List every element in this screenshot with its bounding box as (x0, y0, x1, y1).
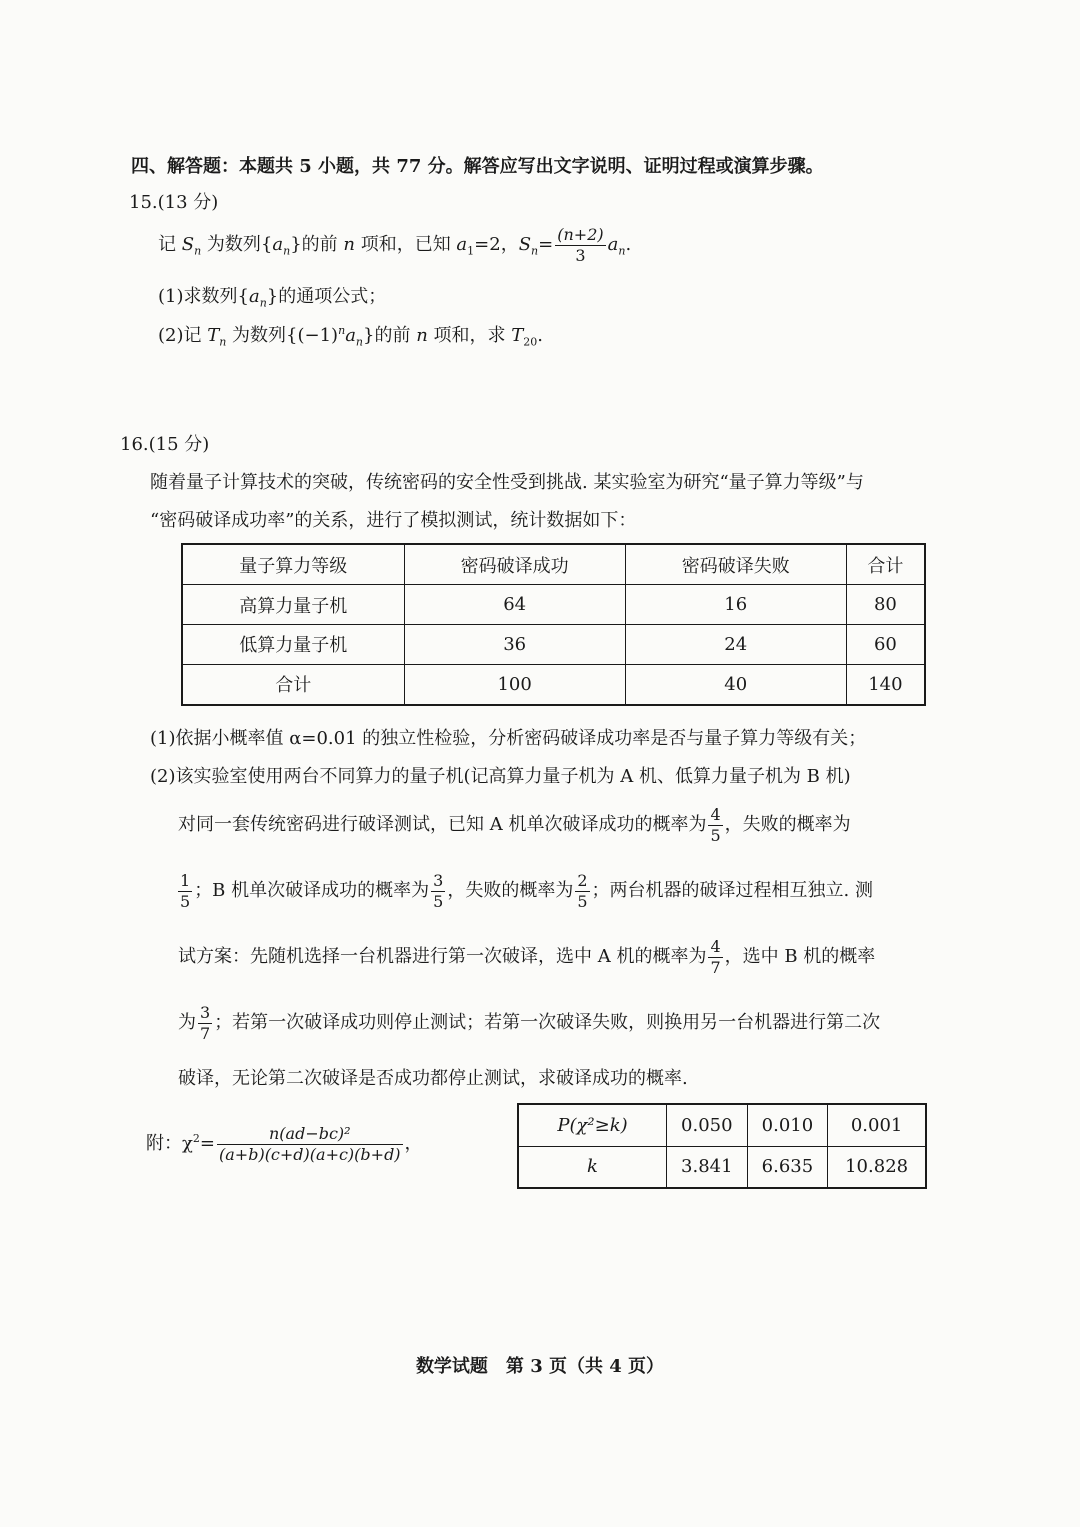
table-row (518, 1146, 926, 1188)
q15-var: a (456, 234, 468, 255)
frac-a-success (708, 805, 722, 846)
q16-intro-line2: “密码破译成功率”的关系，进行了模拟测试，统计数据如下： (150, 510, 637, 531)
q16-text: ，选中 B 机的概率 (724, 946, 876, 967)
q15-sup: n (338, 324, 346, 337)
q15-points: (13 分) (157, 192, 219, 213)
table-header-cell: 合计 (846, 544, 925, 585)
frac-den: 7 (200, 1023, 211, 1043)
table-cell: 3.841 (667, 1146, 748, 1188)
table-row (182, 664, 925, 705)
chi-num: n(ad−bc)² (217, 1124, 403, 1145)
q15-part1-text: (1)求数列{ (158, 286, 249, 307)
q15-part2-text: . (537, 325, 543, 346)
frac-num: 4 (710, 804, 721, 824)
q16-text: ；B 机单次破译成功的概率为 (194, 880, 430, 901)
section-header: 四、解答题：本题共 5 小题，共 77 分。解答应写出文字说明、证明过程或演算步骤。 (131, 156, 824, 177)
table-cell: 0.010 (747, 1104, 828, 1146)
q15-sub: n (259, 296, 267, 310)
q15-var: a (272, 234, 284, 255)
q15-sub: n (283, 244, 291, 258)
table-cell: 40 (625, 664, 846, 705)
table-cell: 16 (625, 585, 846, 625)
q16-text: ；两台机器的破译过程相互独立. 测 (591, 880, 873, 901)
chi-den: (a+b)(c+d)(a+c)(b+d) (219, 1144, 401, 1164)
q16-part2-line1: (2)该实验室使用两台不同算力的量子机(记高算力量子机为 A 机、低算力量子机为 B 机) (150, 766, 851, 787)
q15-var: a (345, 325, 356, 346)
q15-sub: 20 (523, 335, 538, 349)
table-cell: 低算力量子机 (182, 624, 404, 664)
table-label-cell: P(χ²≥k) (518, 1104, 667, 1146)
appendix-comma: ， (404, 1133, 423, 1154)
frac-num: 3 (200, 1002, 211, 1022)
frac-den: 5 (577, 891, 588, 911)
q15-stem (158, 220, 631, 270)
q16-text: ；若第一次破译成功则停止测试；若第一次破译失败，则换用另一台机器进行第二次 (214, 1012, 881, 1033)
table-row (182, 585, 925, 625)
appendix-sup: 2 (192, 1132, 200, 1145)
frac-den: 5 (710, 825, 721, 845)
q15-part1-text: }的通项公式； (266, 286, 387, 307)
q15-var: T (207, 325, 220, 346)
q16-part2-line5 (178, 998, 880, 1048)
q15-sub: 1 (467, 244, 475, 258)
q15-heading (129, 188, 218, 214)
q15-part2-text: (2)记 (158, 325, 208, 346)
table-row (518, 1104, 926, 1146)
q15-part2 (158, 321, 543, 347)
table-cell: 合计 (182, 664, 404, 705)
table-cell: 36 (404, 624, 625, 664)
q15-part2-text: 为数列{(−1) (226, 325, 339, 346)
frac-den: 7 (710, 957, 721, 977)
critical-value-table (517, 1103, 927, 1189)
frac-pick-b (198, 1003, 212, 1044)
q15-var: a (607, 234, 619, 255)
q15-text: 为数列{ (201, 234, 273, 255)
table-cell: 0.001 (828, 1104, 926, 1146)
frac-num: 4 (710, 936, 721, 956)
q15-text: . (625, 234, 632, 255)
table-cell: 0.050 (667, 1104, 748, 1146)
frac-num: 1 (180, 870, 191, 890)
q15-part2-text: 项和，求 (427, 325, 512, 346)
q16-text: 试方案：先随机选择一台机器进行第一次破译，选中 A 机的概率为 (178, 946, 707, 967)
q16-part1: (1)依据小概率值 α=0.01 的独立性检验，分析密码破译成功率是否与量子算力等级有关； (150, 728, 867, 749)
q15-var: S (181, 234, 195, 255)
q15-text: 项和，已知 (354, 234, 457, 255)
q16-heading (120, 430, 209, 456)
q15-number: 15. (129, 192, 158, 213)
table-cell: 高算力量子机 (182, 585, 404, 625)
frac-b-success (431, 871, 445, 912)
frac-a-fail (178, 871, 192, 912)
chi-square-fraction (217, 1124, 403, 1165)
table-cell: 60 (846, 624, 925, 664)
q16-number: 16. (120, 434, 149, 455)
q16-part2-line3 (176, 866, 873, 916)
q15-text: =2， (474, 234, 519, 255)
q15-part2-text: }的前 (363, 325, 417, 346)
frac-b-fail (575, 871, 589, 912)
q15-fraction (555, 225, 605, 266)
appendix-formula (146, 1119, 423, 1169)
table-header-cell: 量子算力等级 (182, 544, 404, 585)
frac-den: 5 (180, 891, 191, 911)
table-header-cell: 密码破译成功 (404, 544, 625, 585)
q15-sub: n (355, 335, 364, 349)
q16-part2-line6: 破译，无论第二次破译是否成功都停止测试，求破译成功的概率. (178, 1068, 688, 1089)
q16-part2-line2 (178, 800, 851, 850)
q16-part2-line4 (178, 932, 875, 982)
table-row (182, 624, 925, 664)
q15-frac-den: 3 (575, 245, 586, 265)
table-header-cell: 密码破译失败 (625, 544, 846, 585)
q15-var: n (416, 325, 428, 346)
appendix-label: 附：χ (146, 1133, 193, 1154)
q15-text: 记 (158, 234, 182, 255)
q16-text: ，失败的概率为 (724, 814, 851, 835)
table-cell: 6.635 (747, 1146, 828, 1188)
frac-num: 2 (577, 870, 588, 890)
q16-text: ，失败的概率为 (447, 880, 574, 901)
table-cell: 140 (846, 664, 925, 705)
q16-text: 为 (178, 1012, 196, 1033)
q16-intro-line1: 随着量子计算技术的突破，传统密码的安全性受到挑战. 某实验室为研究“量子算力等级”与 (150, 472, 864, 493)
frac-num: 3 (433, 870, 444, 890)
q16-text: 对同一套传统密码进行破译测试，已知 A 机单次破译成功的概率为 (178, 814, 707, 835)
frac-den: 5 (433, 891, 444, 911)
q15-var: n (343, 234, 355, 255)
table-cell: 10.828 (828, 1146, 926, 1188)
table-header-row (182, 544, 925, 585)
q15-sub: n (618, 244, 626, 258)
table-label-cell: k (518, 1146, 667, 1188)
table-cell: 100 (404, 664, 625, 705)
q15-part1 (158, 282, 386, 308)
frac-pick-a (708, 937, 722, 978)
q15-var: T (511, 325, 524, 346)
q15-sub: n (531, 244, 539, 258)
q15-var: S (518, 234, 532, 255)
q15-var: a (248, 286, 260, 307)
page-footer: 数学试题 第 3 页（共 4 页） (415, 1356, 665, 1377)
table-cell: 80 (846, 585, 925, 625)
q15-sub: n (194, 244, 202, 258)
q15-text: = (538, 234, 554, 255)
q16-data-table (181, 543, 926, 706)
table-cell: 64 (404, 585, 625, 625)
q15-text: }的前 (290, 234, 344, 255)
q15-frac-num: (n+2) (557, 224, 604, 244)
q16-points: (15 分) (148, 434, 210, 455)
table-cell: 24 (625, 624, 846, 664)
appendix-eq: = (199, 1133, 216, 1154)
q15-sub: n (219, 335, 227, 349)
